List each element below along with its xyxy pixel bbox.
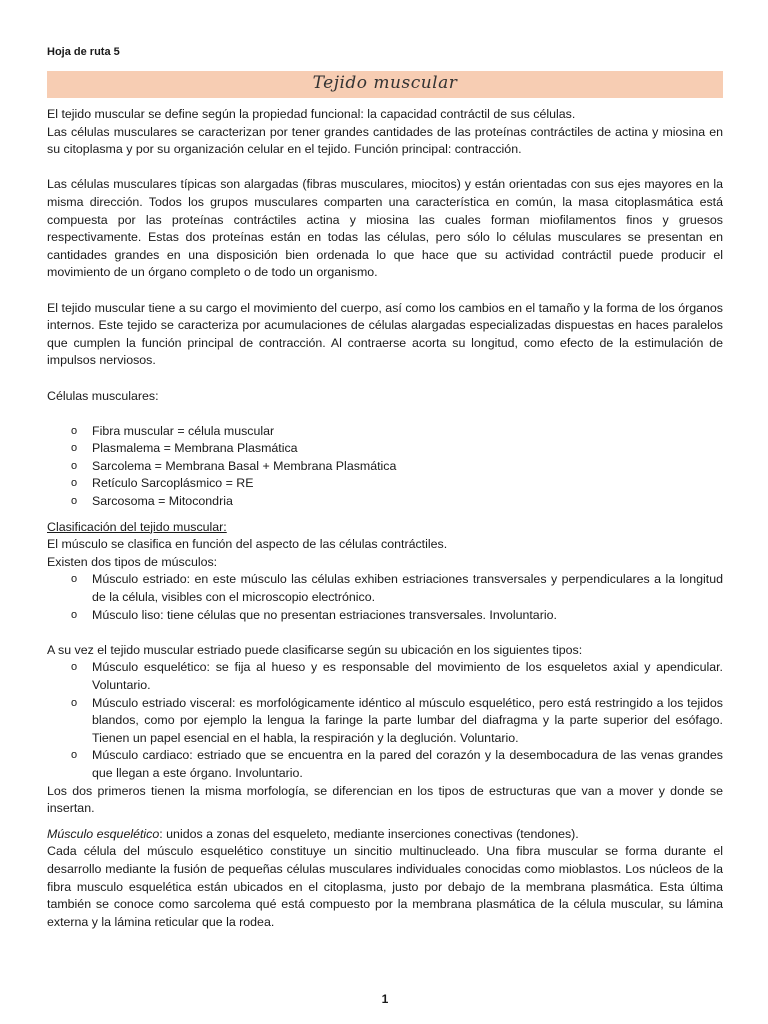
cells-list [47,423,723,511]
list-item: o Músculo liso: tiene células que no presentan estriaciones transversales. Involuntario. [47,607,723,625]
intro-paragraph-1: El tejido muscular se define según la propiedad funcional: la capacidad contráctil de sus células. [47,107,576,121]
list-item: o Sarcosoma = Mitocondria [47,493,723,511]
striated-types-list [47,659,723,782]
list-item: o Retículo Sarcoplásmico = RE [47,475,723,493]
classification-heading: Clasificación del tejido muscular: [47,519,227,534]
paragraph-function: El tejido muscular tiene a su cargo el movimiento del cuerpo, así como los cambios en el tamaño y la forma de los órganos internos. Este tejido se caracteriza por acumulaciones de células alargadas especializadas dispuestas en haces paralelos que cumplen la función principal de contracción. Al contraerse acorta su longitud, como efecto de la estimulación de impulsos nerviosos. [47,300,723,368]
classification-line-1: El músculo se clasifica en función del aspecto de las células contráctiles. [47,537,448,552]
paragraph-fibers: Las células musculares típicas son alargadas (fibras musculares, miocitos) y están orientadas con sus ejes mayores en la misma dirección. Todos los grupos musculares comparten una característica en común, la masa citoplasmática está compuesta por las proteínas contráctiles actina y miosina las cuales forman miofilamentos finos y gruesos respectivamente. Estas dos proteínas están en todas las células, pero sólo lo células musculares se presentan en cantidades grandes en una disposición bien ordenada lo que hace que su actividad contráctil puede producir el movimiento de un órgano completo o de todo un organismo. [47,177,723,280]
title-band [47,71,723,98]
page-number: 1 [381,992,389,1006]
list-item: o Fibra muscular = célula muscular [47,423,723,441]
intro-paragraph-2: Las células musculares se caracterizan por tener grandes cantidades de las proteínas contráctiles de actina y miosina en su citoplasma y por su organización celular en el tejido. Función principal: contracción. [47,124,723,157]
list-item: o Plasmalema = Membrana Plasmática [47,440,723,458]
striated-intro: A su vez el tejido muscular estriado puede clasificarse según su ubicación en los siguientes tipos: [47,642,583,657]
skeletal-definition: : unidos a zonas del esqueleto, mediante inserciones conectivas (tendones). [159,826,579,841]
document-body [47,106,723,931]
list-item: o Músculo esquelético: se fija al hueso y es responsable del movimiento de los esqueletos axial y apendicular. Voluntario. [47,659,723,694]
classification-line-2: Existen dos tipos de músculos: [47,554,218,569]
list-item: o Músculo estriado: en este músculo las células exhiben estriaciones transversales y perpendiculares a la longitud de la célula, visibles con el microscopio electrónico. [47,571,723,606]
list-item: o Músculo cardiaco: estriado que se encuentra en la pared del corazón y la desembocadura de las venas grandes que llegan a este órgano. Involuntario. [47,747,723,782]
skeletal-paragraph: Cada célula del músculo esquelético constituye un sincitio multinucleado. Una fibra muscular se forma durante el desarrollo mediante la fusión de pequeñas células musculares individuales conocidas como mioblastos. Los núcleos de la fibra musculo esquelética están ubicados en el citoplasma, justo por debajo de la membrana plasmática. Esta última también se conoce como sarcolema qué está compuesto por la membrana plasmática de la célula muscular, su lámina externa y la lámina reticular que la rodea. [47,844,723,929]
header-label: Hoja de ruta 5 [47,46,120,58]
cells-heading: Células musculares: [47,388,159,403]
document-title: Tejido muscular [312,73,458,93]
striated-closing: Los dos primeros tienen la misma morfología, se diferencian en los tipos de estructuras que van a mover y donde se insertan. [47,783,723,816]
muscle-types-list [47,571,723,624]
skeletal-term: Músculo esquelético [47,826,160,841]
list-item: o Músculo estriado visceral: es morfológicamente idéntico al músculo esquelético, pero está restringido a los tejidos blandos, como por ejemplo la lengua la faringe la parte lumbar del diafragma y la parte superior del esófago. Tienen un papel esencial en el habla, la respiración y la deglución. Voluntario. [47,695,723,748]
list-item: o Sarcolema = Membrana Basal + Membrana Plasmática [47,458,723,476]
